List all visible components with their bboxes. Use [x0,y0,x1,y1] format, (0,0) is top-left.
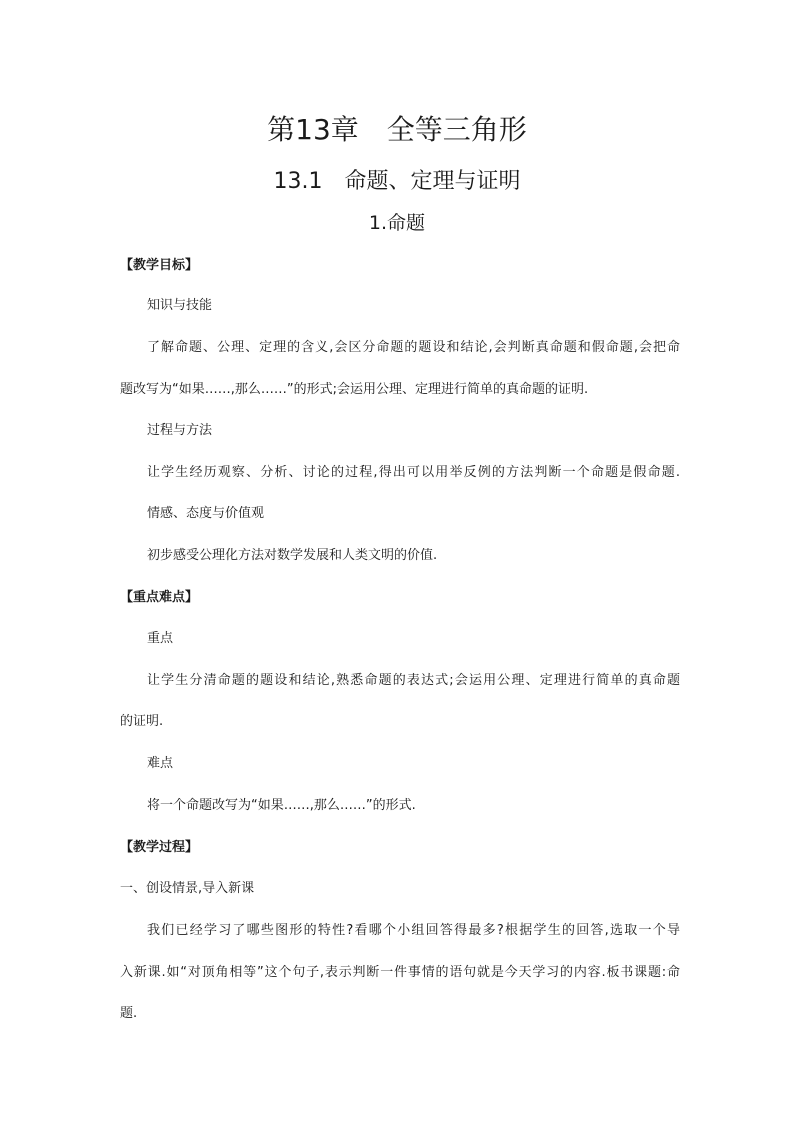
knowledge-heading: 知识与技能 [147,298,213,313]
knowledge-paragraph-line: 题改写为“如果……,那么……”的形式;会运用公理、定理进行简单的真命题的证明. [120,382,589,397]
process-heading: 过程与方法 [147,423,213,438]
part1-paragraph-line: 我们已经学习了哪些图形的特性?看哪个小组回答得最多?根据学生的回答,选取一个导 [147,923,680,938]
key-heading: 重点 [147,631,174,646]
knowledge-paragraph-line: 了解命题、公理、定理的含义,会区分命题的题设和结论,会判断真命题和假命题,会把命 [147,340,680,355]
emotion-paragraph-line: 初步感受公理化方法对数学发展和人类文明的价值. [147,548,438,563]
key-paragraph-line: 让学生分清命题的题设和结论,熟悉命题的表达式;会运用公理、定理进行简单的真命题 [147,673,680,688]
process-paragraph-line: 让学生经历观察、分析、讨论的过程,得出可以用举反例的方法判断一个命题是假命题. [147,465,680,480]
emotion-heading: 情感、态度与价值观 [147,506,265,521]
lesson-title: 1.命题 [368,212,426,234]
teaching-process-heading: 【教学过程】 [120,840,199,855]
teaching-goals-heading: 【教学目标】 [120,258,199,273]
key-points-heading: 【重点难点】 [120,590,199,605]
key-paragraph-line: 的证明. [120,714,164,729]
difficult-paragraph-line: 将一个命题改写为“如果……,那么……”的形式. [147,798,416,813]
section-title: 13.1 命题、定理与证明 [273,169,521,194]
difficult-heading: 难点 [147,756,174,771]
part1-heading: 一、创设情景,导入新课 [120,881,255,896]
chapter-title: 第13章 全等三角形 [267,113,527,146]
part1-paragraph-line: 入新课.如“对顶角相等”这个句子,表示判断一件事情的语句就是今天学习的内容.板书课题:命 [120,965,680,980]
part1-paragraph-line: 题. [120,1006,138,1021]
